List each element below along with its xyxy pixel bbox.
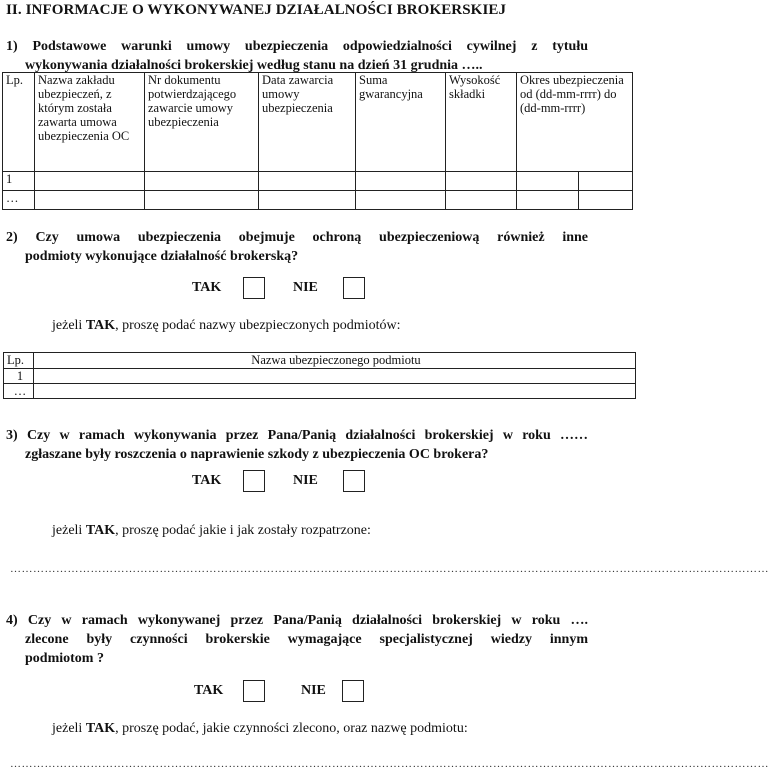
table-cell[interactable] bbox=[34, 384, 636, 399]
answer-line-q4[interactable]: ……………………………………………………………………………………………………………………………………………………………………………… bbox=[10, 758, 769, 770]
col-insurer-name: Nazwa zakładu ubezpieczeń, z którym została zawarta umowa ubezpieczenia OC bbox=[35, 73, 145, 172]
question-4 bbox=[6, 611, 588, 668]
question-3-line2: zgłaszane były roszczenia o naprawienie szkody z ubezpieczenia OC brokera? bbox=[25, 447, 489, 462]
question-4-line2: zlecone były czynności brokerskie wymagające specjalistycznej wiedzy innym bbox=[25, 632, 588, 647]
table-cell[interactable] bbox=[446, 172, 517, 191]
question-2-line2: podmioty wykonujące działalność brokerską? bbox=[25, 249, 299, 264]
question-1 bbox=[6, 37, 588, 75]
question-2 bbox=[6, 228, 588, 266]
no-label-q2: NIE bbox=[293, 280, 318, 295]
note-q2: jeżeli TAK, proszę podać nazwy ubezpieczonych podmiotów: bbox=[52, 318, 401, 333]
answer-line-q3[interactable]: ……………………………………………………………………………………………………………………………………………………………………………… bbox=[10, 563, 769, 575]
table-cell[interactable] bbox=[35, 191, 145, 210]
question-3 bbox=[6, 426, 588, 464]
question-2-line1: Czy umowa ubezpieczenia obejmuje ochroną ubezpieczeniową również inne bbox=[35, 230, 588, 245]
question-4-line1: Czy w ramach wykonywanej przez Pana/Panią działalności brokerskiej w roku …. bbox=[27, 613, 588, 628]
col-sum-insured: Suma gwarancyjna bbox=[356, 73, 446, 172]
no-checkbox-q2[interactable] bbox=[343, 277, 365, 299]
col-entity-name: Nazwa ubezpieczonego podmiotu bbox=[34, 353, 636, 369]
row-lp: … bbox=[3, 191, 35, 210]
col-contract-date: Data zawarcia umowy ubezpieczenia bbox=[259, 73, 356, 172]
row-lp: 1 bbox=[3, 172, 35, 191]
col-document-no: Nr dokumentu potwierdzającego zawarcie umowy ubezpieczenia bbox=[145, 73, 259, 172]
note-q3: jeżeli TAK, proszę podać jakie i jak zostały rozpatrzone: bbox=[52, 523, 371, 538]
section-title: II. INFORMACJE O WYKONYWANEJ DZIAŁALNOŚCI BROKERSKIEJ bbox=[6, 2, 507, 18]
table-cell[interactable] bbox=[517, 191, 579, 210]
table-cell[interactable] bbox=[356, 191, 446, 210]
table-row bbox=[4, 369, 636, 384]
yes-label-q2: TAK bbox=[192, 280, 222, 295]
question-1-number: 1) bbox=[6, 39, 18, 54]
question-3-line1: Czy w ramach wykonywania przez Pana/Panią działalności brokerskiej w roku …… bbox=[26, 428, 588, 443]
no-checkbox-q4[interactable] bbox=[342, 680, 364, 702]
question-3-number: 3) bbox=[6, 428, 18, 443]
table-row bbox=[3, 191, 633, 210]
question-4-number: 4) bbox=[6, 613, 18, 628]
note-q4: jeżeli TAK, proszę podać, jakie czynności zlecono, oraz nazwę podmiotu: bbox=[52, 721, 468, 736]
table-cell[interactable] bbox=[446, 191, 517, 210]
no-label-q3: NIE bbox=[293, 473, 318, 488]
col-period: Okres ubezpieczenia od (dd-mm-rrrr) do (dd-mm-rrrr) bbox=[517, 73, 633, 172]
table-cell[interactable] bbox=[145, 191, 259, 210]
col-premium: Wysokość składki bbox=[446, 73, 517, 172]
yes-checkbox-q2[interactable] bbox=[243, 277, 265, 299]
table-cell[interactable] bbox=[145, 172, 259, 191]
yes-label-q4: TAK bbox=[194, 683, 224, 698]
table-cell[interactable] bbox=[35, 172, 145, 191]
table-row bbox=[3, 172, 633, 191]
yes-checkbox-q4[interactable] bbox=[243, 680, 265, 702]
table-cell[interactable] bbox=[579, 191, 633, 210]
table-cell[interactable] bbox=[259, 191, 356, 210]
insured-entities-table bbox=[3, 352, 636, 399]
table-row bbox=[4, 384, 636, 399]
table-cell[interactable] bbox=[579, 172, 633, 191]
col-lp: Lp. bbox=[4, 353, 34, 369]
insurance-table bbox=[2, 72, 633, 210]
row-lp: … bbox=[4, 384, 34, 399]
row-lp: 1 bbox=[4, 369, 34, 384]
question-1-line2: wykonywania działalności brokerskiej według stanu na dzień 31 grudnia ….. bbox=[25, 58, 483, 73]
yes-checkbox-q3[interactable] bbox=[243, 470, 265, 492]
question-2-number: 2) bbox=[6, 230, 18, 245]
table-cell[interactable] bbox=[356, 172, 446, 191]
table-cell[interactable] bbox=[517, 172, 579, 191]
table-cell[interactable] bbox=[259, 172, 356, 191]
question-1-line1: Podstawowe warunki umowy ubezpieczenia odpowiedzialności cywilnej z tytułu bbox=[32, 39, 589, 54]
yes-label-q3: TAK bbox=[192, 473, 222, 488]
table-cell[interactable] bbox=[34, 369, 636, 384]
no-checkbox-q3[interactable] bbox=[343, 470, 365, 492]
question-4-line3: podmiotom ? bbox=[25, 651, 104, 666]
no-label-q4: NIE bbox=[301, 683, 326, 698]
col-lp: Lp. bbox=[3, 73, 35, 172]
